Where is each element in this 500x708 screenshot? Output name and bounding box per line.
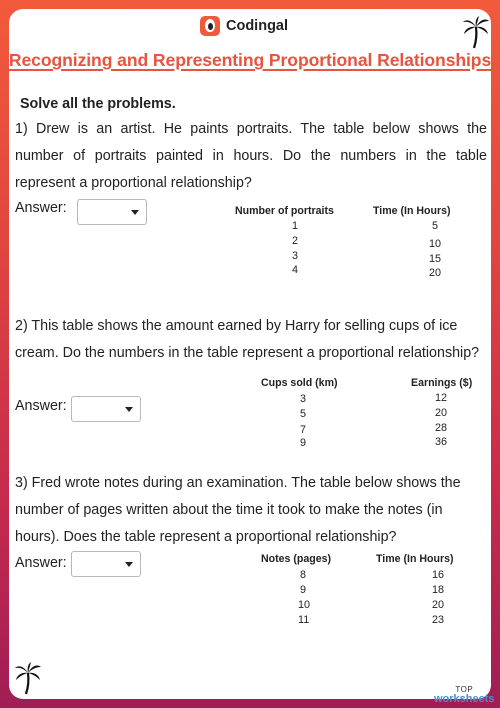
chevron-down-icon: [125, 562, 133, 567]
answer-label-1: Answer:: [15, 200, 67, 216]
answer-dropdown-2[interactable]: [71, 396, 141, 422]
table-2-cell: 36: [435, 436, 448, 448]
brand-header: [200, 16, 288, 36]
table-3-header-1: Notes (pages): [261, 553, 332, 565]
question-2-text: 2) This table shows the amount earned by Harry for selling cups of ice cream. Do the numbers in the table represent a proportional relationship?: [15, 318, 480, 361]
table-3-cell: 10: [298, 599, 311, 611]
table-3-header-2: Time (In Hours): [376, 553, 454, 565]
question-3-text: 3) Fred wrote notes during an examination. The table below shows the number of pages written about the time it took to make the notes (in hours). Does the table represent a proportional relationship?: [15, 475, 461, 545]
table-3-cell: 20: [432, 599, 445, 611]
table-3-cell: 16: [432, 569, 445, 581]
logo-main-text: worksheets: [434, 693, 495, 705]
brand-name: Codingal: [226, 18, 289, 34]
table-2-cell: 12: [435, 392, 448, 404]
table-3-cell: 23: [432, 614, 445, 626]
table-3-cell: 8: [300, 569, 307, 581]
answer-dropdown-1[interactable]: [77, 199, 147, 225]
table-2-cell: 28: [435, 422, 448, 434]
table-1-cell: 15: [429, 253, 442, 265]
palm-tree-icon: [14, 661, 42, 695]
table-3-cell: 11: [298, 614, 310, 626]
table-1-cell: 10: [429, 238, 442, 250]
topworksheets-logo: [434, 686, 495, 705]
instructions: Solve all the problems.: [20, 96, 176, 112]
table-2-cell: 9: [300, 437, 307, 449]
table-3-cell: 9: [300, 584, 307, 596]
table-1-cell: 4: [292, 264, 299, 276]
table-2-cell: 7: [300, 424, 307, 436]
answer-label-3: Answer:: [15, 555, 67, 571]
chevron-down-icon: [131, 210, 139, 215]
answer-label-2: Answer:: [15, 398, 67, 414]
table-2-header-2: Earnings ($): [411, 377, 473, 389]
table-2-cell: 20: [435, 407, 448, 419]
logo-top-text: TOP: [455, 685, 474, 694]
page-title: Recognizing and Representing Proportional Relationships: [8, 50, 492, 70]
table-2-cell: 5: [300, 408, 307, 420]
answer-dropdown-3[interactable]: [71, 551, 141, 577]
table-1-cell: 20: [429, 267, 442, 279]
table-1-cell: 5: [432, 220, 439, 232]
table-1-header-1: Number of portraits: [235, 205, 334, 217]
table-1-cell: 2: [292, 235, 299, 247]
penguin-logo-icon: [200, 16, 220, 36]
table-2-cell: 3: [300, 393, 307, 405]
table-1-cell: 1: [292, 220, 299, 232]
table-1-header-2: Time (In Hours): [373, 205, 451, 217]
table-3-cell: 18: [432, 584, 445, 596]
palm-tree-icon: [462, 15, 490, 49]
chevron-down-icon: [125, 407, 133, 412]
table-2-header-1: Cups sold (km): [261, 377, 338, 389]
table-1-cell: 3: [292, 250, 299, 262]
question-1-text: 1) Drew is an artist. He paints portraits. The table below shows the number of portraits painted in hours. Do the numbers in the table represent a proportional relationship?: [15, 121, 487, 191]
